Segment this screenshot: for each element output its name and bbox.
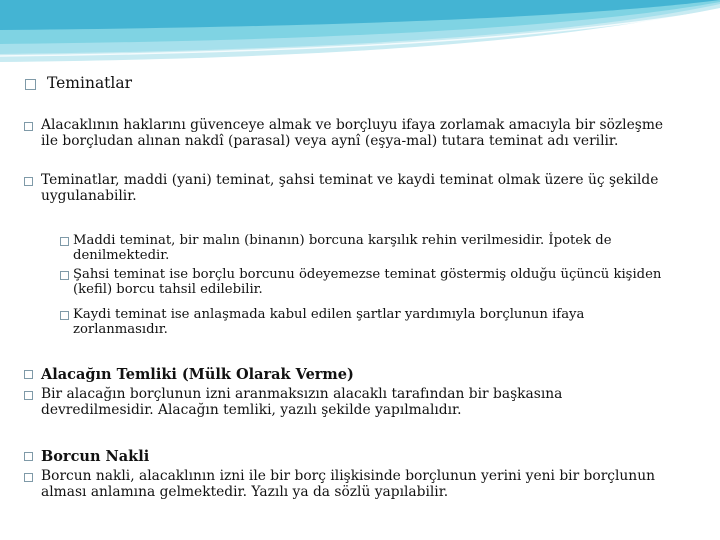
subitem-kaydi-teminat: Kaydi teminat ise anlaşmada kabul edilen şartlar yardımıyla borçlunun ifaya zorlanmasıdır. (73, 307, 585, 337)
paragraph-teminat-definition: Alacaklının haklarını güvenceye almak ve borçluyu ifaya zorlamak amacıyla bir sözleşme ile borçludan alınan nakdî (parasal) veya aynî (eşya-mal) tutara teminat adı verilir. (41, 117, 664, 149)
bullet-icon (24, 370, 33, 379)
heading-borcun-nakli: Borcun Nakli (41, 448, 150, 465)
bullet-icon (24, 177, 33, 186)
bullet-icon (24, 473, 33, 482)
header-wave-decoration (0, 0, 720, 70)
bullet-icon (24, 122, 33, 131)
subitem-sahsi-teminat: Şahsi teminat ise borçlu borcunu ödeyemezse teminat göstermiş olduğu üçüncü kişiden (kefil) borcu tahsil edilebilir. (73, 267, 662, 297)
section-title: Teminatlar (47, 74, 133, 92)
bullet-icon (60, 271, 69, 280)
bullet-icon (24, 391, 33, 400)
paragraph-teminat-types: Teminatlar, maddi (yani) teminat, şahsi teminat ve kaydi teminat olmak üzere üç şekilde uygulanabilir. (41, 172, 659, 204)
bullet-icon (25, 79, 36, 90)
bullet-icon (60, 237, 69, 246)
bullet-icon (24, 452, 33, 461)
paragraph-borcun-nakli: Borcun nakli, alacaklının izni ile bir borç ilişkisinde borçlunun yerini yeni bir borçlunun alması anlamına gelmektedir. Yazılı ya da sözlü yapılabilir. (41, 468, 655, 500)
heading-alacagin-temliki: Alacağın Temliki (Mülk Olarak Verme) (41, 366, 354, 383)
subitem-maddi-teminat: Maddi teminat, bir malın (binanın) borcuna karşılık rehin verilmesidir. İpotek de denilmektedir. (73, 233, 612, 263)
paragraph-alacagin-temliki: Bir alacağın borçlunun izni aranmaksızın alacaklı tarafından bir başkasına devredilmesidir. Alacağın temliki, yazılı şekilde yapılmalıdır. (41, 386, 563, 418)
bullet-icon (60, 311, 69, 320)
